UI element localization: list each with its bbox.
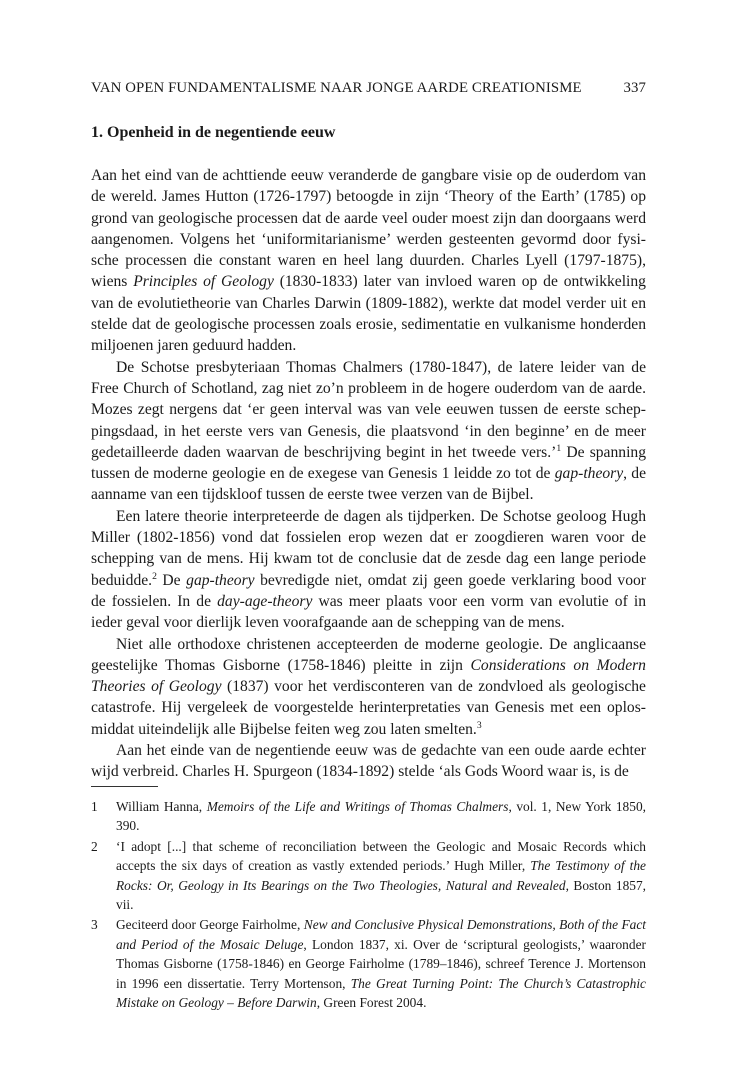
term-gap-theory-2: gap-theory	[186, 571, 255, 589]
footnote-3-intro: Geciteerd door George Fairholme,	[116, 917, 301, 933]
section-title: 1. Openheid in de negentiende eeuw	[91, 124, 336, 141]
paragraph-3-end: was meer plaats voor een vorm van evolutie of in ieder geval voor dierlijk leven voorafgaande aan de schepping van de mens.	[91, 592, 647, 632]
footnotes	[91, 797, 646, 1013]
running-header	[91, 80, 646, 97]
page-number: 337	[623, 80, 646, 96]
paragraph-2	[91, 357, 646, 506]
footnote-number: 3	[91, 917, 98, 933]
footnote-2	[91, 837, 646, 915]
paragraph-3	[91, 506, 646, 634]
footnote-3-rest-b: , Green Forest 2004.	[316, 995, 427, 1011]
paragraph-5	[91, 740, 646, 783]
paragraph-2-text: De Schotse presbyteriaan Thomas Chalmers (1780-1847), de latere leider van de Free Church of Schotland, zag niet zo’n probleem in de hogere ouderdom van de aarde. Mozes zegt nergens dat ‘er geen interval was van vele eeuwen tussen de eerste scheppingsdaad, in het eerste vers van Genesis, die plaatsvond ‘in den beginne’ en de meer gedetailleerde daden waarvan de beschrijving begint in het tweede vers.’	[91, 358, 646, 461]
paragraph-2-rest: De spanning tussen de moderne geologie en de exegese van Genesis 1 leidde zo tot de	[91, 443, 646, 483]
footnote-text	[116, 837, 646, 915]
paragraph-4-text: Niet alle orthodoxe christenen accepteerden de moderne geologie. De anglicaanse geestelijke Thomas Gisborne (1758-1846) pleitte in zijn	[91, 635, 646, 674]
footnote-1-author: William Hanna,	[116, 799, 203, 814]
book-title-considerations: Considerations on Modern Theories of Geology	[91, 656, 646, 696]
footnote-3-title-a: New and Conclusive Physical Demonstrations, Both of the Fact and Period of the Mosaic Deluge	[116, 917, 646, 952]
footnote-1-rest: , vol. 1, New York 1850, 390.	[116, 799, 646, 834]
paragraph-2-end: , de aanname van een tijdskloof tussen de eerste twee verzen van de Bijbel.	[91, 465, 647, 504]
book-title-principles: Principles of Geology	[133, 273, 274, 291]
footnote-3-title-b: The Great Turning Point: The Church’s Catastrophic Mistake on Geology – Before Darwin	[116, 975, 646, 1011]
paragraph-1-rest: (1830-1833) later van invloed waren op de ontwikkeling van de evolutietheorie van Charles Darwin (1809-1882), werkte dat model verder uit en stelde dat de geologische processen zoals erosie, sedimentatie en vulkanisme honderden miljoenen jaren geduurd hadden.	[91, 273, 646, 355]
footnote-3-rest-a: , London 1837, xi. Over de ‘scriptural geologists,’ waaronder Thomas Gisborne (1758-1846) en George Fairholme (1789–1846), schreef Terence J. Mortenson in 1996 een dissertatie. Terry Mortenson,	[116, 936, 646, 991]
footnote-2-title: The Testimony of the Rocks: Or, Geology in Its Bearings on the Two Theologies, Natural and Revealed	[116, 858, 646, 893]
footnote-text	[116, 915, 646, 1012]
paragraph-4-rest: (1837) voor het verdisconteren van de zondvloed als geologische catastrofe. Hij vergeleek de voorgestelde herinterpretaties van Genesis met een oplosmiddat uiteindelijk alle Bijbelse feiten weg zou laten smelten.	[91, 678, 646, 738]
footnote-ref-1[interactable]: 1	[556, 442, 562, 454]
footnote-ref-3[interactable]: 3	[476, 719, 482, 731]
paragraph-4	[91, 634, 646, 740]
footnote-1	[91, 797, 646, 836]
term-day-age-theory: day-age-theory	[217, 592, 313, 610]
footnote-number: 2	[91, 838, 98, 854]
footnote-text	[116, 797, 646, 836]
paragraph-3-mid: bevredigde niet, omdat zij geen goede verklaring bood voor de fossielen. In de	[91, 571, 646, 610]
footnote-1-title: Memoirs of the Life and Writings of Thomas Chalmers	[206, 799, 509, 814]
footnote-2-rest: , Boston 1857, vii.	[116, 877, 647, 913]
footnote-2-quote: ‘I adopt [...] that scheme of reconciliation between the Geologic and Mosaic Records which accepts the six days of creation as vastly extended periods.’ Hugh Miller,	[116, 838, 646, 874]
footnote-divider	[91, 786, 158, 787]
paragraph-1	[91, 165, 646, 357]
running-title: VAN OPEN FUNDAMENTALISME NAAR JONGE AARDE CREATIONISME	[91, 80, 582, 96]
paragraph-1-text: Aan het eind van de achttiende eeuw veranderde de gangbare visie op de ouderdom van de wereld. James Hutton (1726-1797) betoogde in zijn ‘Theory of the Earth’ (1785) op grond van geologische processen dat de aarde veel ouder moest zijn dan doorgaans werd aangenomen. Volgens het ‘uniformitarianisme’ werden gesteenten gevormd door fysische processen die constant waren en heel lang duurden. Charles Lyell (1797-1875), wiens	[91, 167, 646, 291]
paragraph-3-de: De	[162, 571, 181, 589]
paragraph-3-text: Een latere theorie interpreteerde de dagen als tijdperken. De Schotse geoloog Hugh Miller (1802-1856) vond dat fossielen erop wezen dat er zoogdieren waren voor de schepping van de mens. Hij kwam tot de conclusie dat de zesde dag een lange periode beduidde.	[91, 507, 646, 589]
footnote-number: 1	[91, 799, 98, 814]
paragraph-5-text: Aan het einde van de negentiende eeuw was de gedachte van een oude aarde echter wijd verbreid. Charles H. Spurgeon (1834-1892) stelde ‘als Gods Woord waar is, is de	[91, 742, 646, 781]
footnote-3	[91, 915, 646, 1012]
body-text	[91, 165, 646, 783]
term-gap-theory: gap-theory	[554, 465, 624, 483]
footnote-ref-2[interactable]: 2	[152, 570, 157, 582]
